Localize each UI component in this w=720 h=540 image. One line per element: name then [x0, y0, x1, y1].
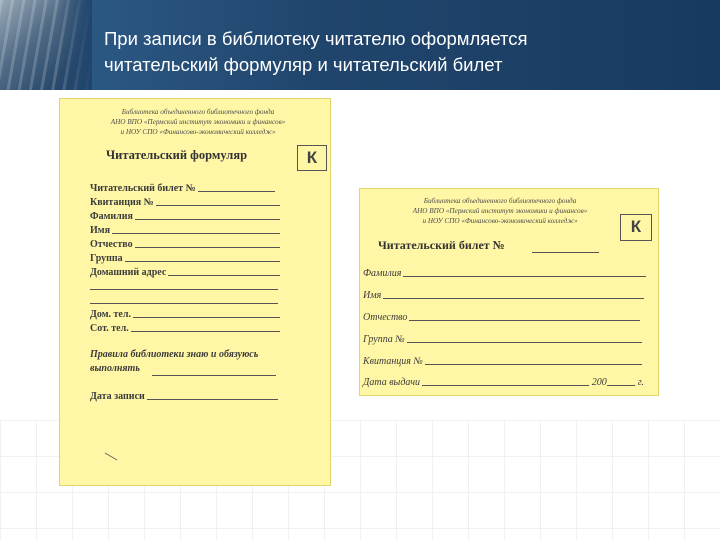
field-label: Домашний адрес [90, 267, 167, 278]
address-extra-line [90, 289, 278, 290]
year-fill-line [607, 385, 635, 386]
institution-line: АНО ВПО «Пермский институт экономики и финансов» [412, 207, 588, 215]
fill-line [112, 233, 280, 234]
fill-line [133, 317, 280, 318]
fill-line [425, 364, 642, 365]
fill-line [135, 247, 280, 248]
reader-form-institution [88, 107, 308, 137]
library-card-field-receipt [363, 354, 642, 367]
field-label: Группа [90, 253, 123, 264]
field-label: Фамилия [363, 268, 402, 279]
reader-form-field-card-number [90, 181, 275, 194]
library-card-field-issue-date [363, 375, 644, 388]
fill-line [135, 219, 280, 220]
library-card-field-name [363, 288, 644, 301]
institution-line: и НОУ СПО «Финансово-экономический колледж» [120, 128, 276, 136]
reader-form-title: Читательский формуляр [106, 148, 248, 162]
library-card-field-surname [363, 266, 646, 279]
field-label: Отчество [363, 312, 408, 323]
institution-line: и НОУ СПО «Финансово-экономический колледж» [422, 217, 578, 225]
field-label: Группа № [363, 334, 405, 345]
fill-line [383, 298, 644, 299]
reader-form-field-patronymic [90, 237, 280, 250]
library-card-title: Читательский билет № [378, 238, 505, 252]
reader-form-field-home-phone [90, 307, 280, 320]
reader-form-card [59, 98, 331, 486]
institution-line: АНО ВПО «Пермский институт экономики и финансов» [110, 118, 286, 126]
field-label: Имя [90, 225, 110, 236]
fill-line [407, 342, 642, 343]
rules-signature-line [152, 375, 276, 376]
slide-title [104, 26, 704, 78]
field-label: Дата выдачи [363, 377, 421, 388]
year-prefix: 200 [591, 377, 607, 388]
fill-line [198, 191, 275, 192]
fill-line [422, 385, 589, 386]
reader-form-field-mobile-phone [90, 321, 280, 334]
year-suffix: г. [637, 377, 644, 388]
reader-form-field-surname [90, 209, 280, 222]
pen-mark [105, 453, 118, 461]
fill-line [409, 320, 640, 321]
fill-line [125, 261, 280, 262]
field-label: Квитанция № [90, 197, 154, 208]
address-extra-line [90, 303, 278, 304]
reader-form-field-group [90, 251, 280, 264]
field-label: Фамилия [90, 211, 133, 222]
fill-line [131, 331, 280, 332]
reader-form-field-name [90, 223, 280, 236]
fill-line [168, 275, 280, 276]
library-card-institution [380, 196, 620, 226]
field-label: Дата записи [90, 391, 145, 402]
fill-line [147, 399, 278, 400]
reader-form-rules: Правила библиотеки знаю и обязуюсь выполнять [90, 349, 259, 374]
field-label: Имя [363, 290, 382, 301]
slide-title-line-2: читательский формуляр и читательский билет [104, 54, 503, 75]
slide-header [0, 0, 720, 90]
library-card-number-line [532, 252, 599, 253]
field-label: Читательский билет № [90, 183, 196, 194]
field-label: Квитанция № [363, 356, 423, 367]
library-card [359, 188, 659, 396]
field-label: Сот. тел. [90, 323, 129, 334]
reader-form-field-receipt [90, 195, 280, 208]
institution-line: Библиотека объединенного библиотечного фонда [423, 197, 577, 205]
reader-form-field-signup-date [90, 389, 278, 402]
field-label: Отчество [90, 239, 133, 250]
slide-title-line-1: При записи в библиотеку читателю оформляется [104, 28, 528, 49]
reader-form-field-address [90, 265, 280, 278]
reader-form-stamp: К [297, 145, 327, 171]
library-card-field-group [363, 332, 642, 345]
fill-line [403, 276, 646, 277]
library-card-stamp: К [620, 214, 652, 241]
fill-line [156, 205, 280, 206]
library-card-field-patronymic [363, 310, 640, 323]
header-photo-fade [58, 0, 92, 90]
institution-line: Библиотека объединенного библиотечного фонда [121, 108, 275, 116]
field-label: Дом. тел. [90, 309, 131, 320]
